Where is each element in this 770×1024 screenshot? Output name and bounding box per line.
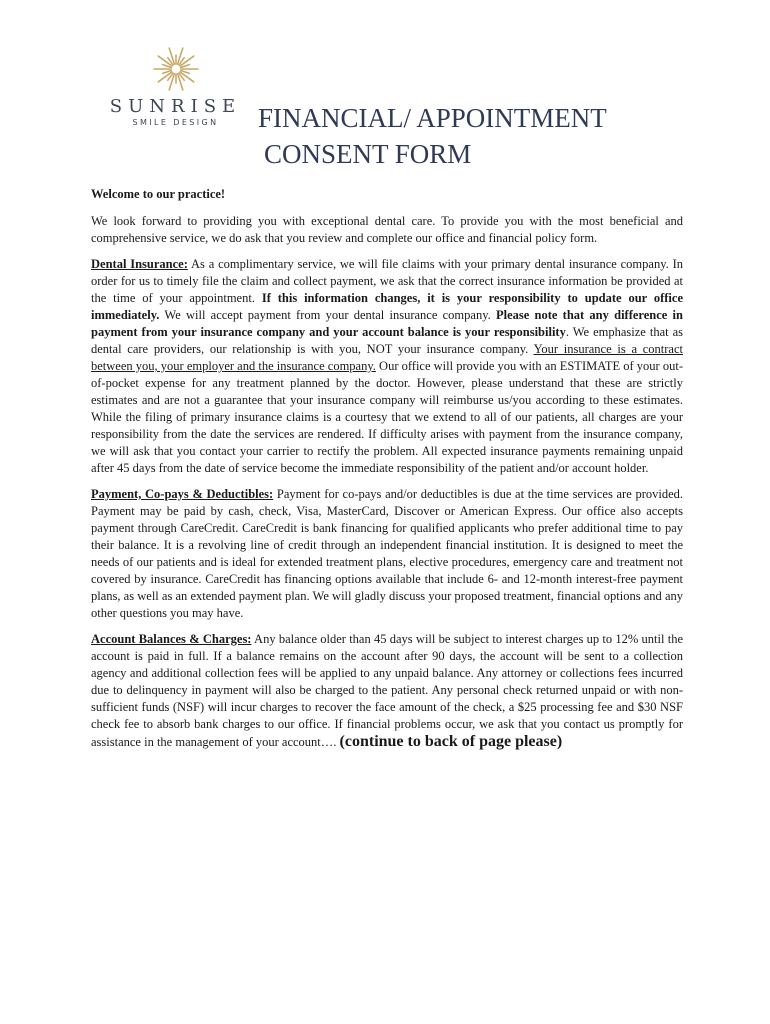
dental-insurance-text-2: We will accept payment from your dental insurance company. — [159, 308, 496, 322]
practice-logo — [108, 44, 243, 134]
dental-insurance-section — [91, 256, 683, 477]
payment-heading: Payment, Co-pays & Deductibles: — [91, 487, 274, 501]
brand-tagline: SMILE DESIGN — [132, 118, 219, 127]
dental-insurance-underlined: Your insurance is a contract between you, your employer and the insurance company. — [91, 342, 683, 373]
continue-note: (continue to back of page please) — [339, 733, 563, 750]
dental-insurance-text-3: . We emphasize that as dental care providers, our relationship is with you, NOT your insurance company. — [91, 325, 683, 356]
dental-insurance-text-4: Our office will provide you with an ESTIMATE of your out-of-pocket expense for any treatment planned by the doctor. However, please understand that these are strictly estimates and are not a guarantee that your insurance company will reimburse us/you according to these estimates. While the filing of primary insurance claims is a courtesy that we extend to all of our patients, all charges are your responsibility from the date the services are rendered. If difficulty arises with payment from the insurance company, we will ask that you contact your carrier to rectify the problem. All expected insurance payments remaining unpaid after 45 days from the date of service become the immediate responsibility of the patient and/or account holder. — [91, 359, 683, 475]
welcome-heading: Welcome to our practice! — [91, 187, 226, 201]
form-title-line-2: CONSENT FORM — [264, 139, 472, 169]
payment-section — [91, 486, 683, 622]
dental-insurance-bold-2: Please note that any difference in payment from your insurance company and your account balance is your responsibility — [91, 308, 683, 339]
sunburst-icon — [148, 44, 204, 94]
intro-paragraph: We look forward to providing you with exceptional dental care. To provide you with the most beneficial and comprehensive service, we do ask that you review and complete our office and financial policy form. — [91, 214, 683, 245]
account-balances-text: Any balance older than 45 days will be subject to interest charges up to 12% until the account is paid in full. If a balance remains on the account after 90 days, the account will be sent to a collection agency and additional collection fees will be applied to any unpaid balance. Any attorney or collections fees incurred due to delinquency in payment will also be charged to the patient. Any personal check returned unpaid or with non-sufficient funds (NSF) will incur charges to recover the face amount of the check, a $25 processing fee and $30 NSF check fee to absorb bank charges to our office. If financial problems occur, we ask that you contact us promptly for assistance in the management of your account…. — [91, 632, 683, 749]
dental-insurance-bold-1: If this information changes, it is your responsibility to update our office immediately. — [91, 291, 683, 322]
account-balances-heading: Account Balances & Charges: — [91, 632, 252, 646]
form-body — [91, 186, 683, 760]
payment-text: Payment for co-pays and/or deductibles is due at the time services are provided. Payment may be paid by cash, check, Visa, MasterCard, Discover or American Express. Our office also accepts payment through CareCredit. CareCredit is bank financing for qualified applicants who prefer additional time to pay their balance. It is a revolving line of credit through an independent financial institution. It is designed to meet the needs of our patients and is ideal for extended treatment plans, elective procedures, emergency care and treatment not covered by insurance. CareCredit has financing options available that include 6- and 12-month interest-free payment plans, as well as an extended payment plan. We will gladly discuss your proposed treatment, financial options and any other questions you may have. — [91, 487, 683, 620]
brand-name: SUNRISE — [109, 96, 242, 117]
dental-insurance-heading: Dental Insurance: — [91, 257, 188, 271]
form-title — [258, 100, 607, 172]
account-balances-section — [91, 631, 683, 751]
dental-insurance-text-1: As a complimentary service, we will file claims with your primary dental insurance company. In order for us to timely file the claim and collect payment, we ask that the correct insurance information be provided at the time of your appointment. — [91, 257, 683, 305]
form-title-line-1: FINANCIAL/ APPOINTMENT — [258, 103, 607, 133]
